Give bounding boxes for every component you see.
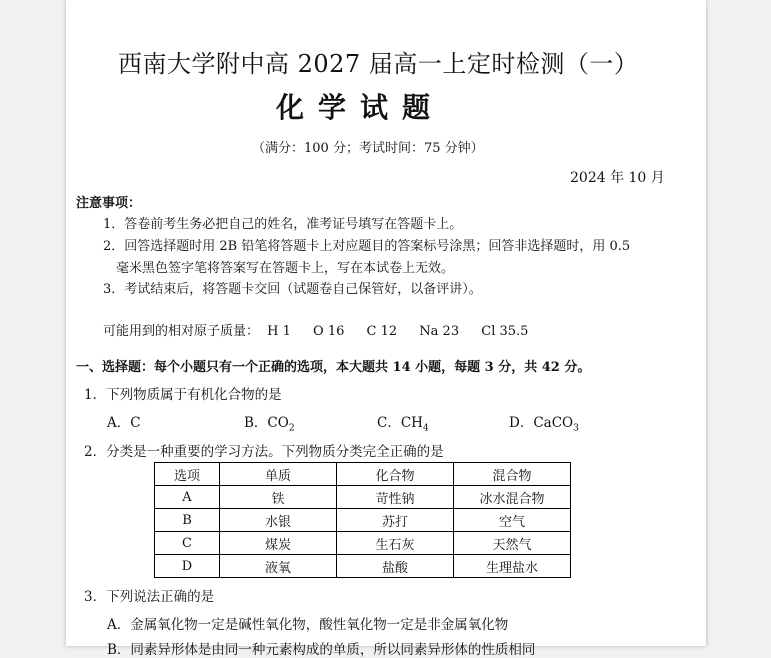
table-cell: 苏打: [337, 509, 454, 532]
section-heading: 一、选择题：每个小题只有一个正确的选项，本大题共 14 小题，每题 3 分，共 42 分。: [76, 360, 591, 375]
classification-table: [154, 462, 571, 578]
table-cell: 生石灰: [337, 532, 454, 555]
q1-option-b: B．$CO_2$: [244, 415, 295, 434]
page-title: 西南大学附中高 2027 届高一上定时检测（一）: [118, 50, 639, 78]
table-cell: 煤炭: [220, 532, 337, 555]
table-header-cell: 化合物: [337, 463, 454, 486]
q1-option-a: A．C: [107, 415, 141, 431]
table-header-cell: 选项: [155, 463, 220, 486]
table-cell: 生理盐水: [454, 555, 571, 578]
table-cell: 铁: [220, 486, 337, 509]
table-cell: 盐酸: [337, 555, 454, 578]
table-cell: 天然气: [454, 532, 571, 555]
table-cell: 苛性钠: [337, 486, 454, 509]
table-cell: D: [155, 555, 220, 578]
table-row: [155, 486, 571, 509]
notice-item: 3．考试结束后，将答题卡交回（试题卷自己保管好，以备评讲）。: [103, 282, 482, 297]
table-cell: A: [155, 486, 220, 509]
score-info: （满分：100 分；考试时间：75 分钟）: [252, 141, 484, 156]
subject-title: 化学试题: [276, 91, 445, 124]
question-1-stem: 1．下列物质属于有机化合物的是: [84, 387, 282, 403]
question-3-stem: 3．下列说法正确的是: [84, 589, 215, 605]
table-cell: 冰水混合物: [454, 486, 571, 509]
q1-option-c: C．$CH_4$: [377, 415, 429, 434]
table-row: [155, 509, 571, 532]
notice-heading: 注意事项：: [76, 196, 142, 211]
atomic-mass-value: Cl 35.5: [481, 324, 529, 339]
table-cell: B: [155, 509, 220, 532]
table-header-cell: 单质: [220, 463, 337, 486]
document-page: [66, 0, 706, 658]
q3-option-b: B．同素异形体是由同一种元素构成的单质，所以同素异形体的性质相同: [107, 642, 536, 658]
table-header-row: [155, 463, 571, 486]
table-cell: 液氧: [220, 555, 337, 578]
question-2-stem: 2．分类是一种重要的学习方法。下列物质分类完全正确的是: [84, 444, 444, 460]
atomic-mass-label: 可能用到的相对原子质量：: [103, 324, 260, 339]
table-row: [155, 555, 571, 578]
notice-item: 1．答卷前考生务必把自己的姓名，准考证号填写在答题卡上。: [103, 217, 463, 232]
table-row: [155, 532, 571, 555]
atomic-mass-value: O 16: [313, 324, 345, 339]
atomic-mass-value: Na 23: [419, 324, 460, 339]
atomic-mass-value: C 12: [366, 324, 398, 339]
notice-item: 2．回答选择题时用 2B 铅笔将答题卡上对应题目的答案标号涂黑；回答非选择题时，用 0.5: [103, 239, 631, 254]
notice-item: 毫米黑色签字笔将答案写在答题卡上，写在本试卷上无效。: [116, 261, 455, 276]
table-header-cell: 混合物: [454, 463, 571, 486]
table-cell: 空气: [454, 509, 571, 532]
q3-option-a: A．金属氧化物一定是碱性氧化物，酸性氧化物一定是非金属氧化物: [107, 617, 509, 633]
atomic-mass-value: H 1: [267, 324, 291, 339]
q1-option-d: D．CaCO$_3$: [509, 415, 579, 434]
table-cell: C: [155, 532, 220, 555]
table-cell: 水银: [220, 509, 337, 532]
exam-date: 2024 年 10 月: [570, 170, 665, 186]
atomic-mass-line: [103, 320, 546, 339]
